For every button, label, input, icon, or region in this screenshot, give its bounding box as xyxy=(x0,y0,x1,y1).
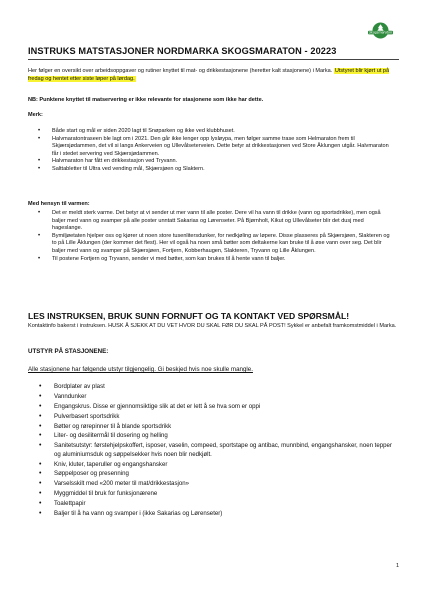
intro-text: Her følger en oversikt over arbeidsoppgaver og rutiner knyttet til mat- og drikkestasjonene (heretter kalt stasjonene) i Marka. xyxy=(28,68,334,74)
list-item: • Både start og mål er siden 2020 lagt til Snøparken og ikke ved klubbhuset. xyxy=(28,128,392,136)
utstyr-heading: UTSTYR PÅ STASJONENE: xyxy=(28,348,109,355)
varme-list xyxy=(28,210,392,263)
list-item: • Bymiljøetaten hjelper oss og kjører ut noen store tusenlitersdunker, for nedkjøling av løpere. Disse plasseres på Skjærsjøen, Slakteren og to på Lille Åklungen (der kommer det flest). Her vil også ha noen små bøtter som deltakerne kan bruke til å øse vann over seg. Det blir baljer med vann og svamper på Skjærsjøen, Fortjern, Kobberhaugen, Slakteren, Tryvann og Lille Åklungen. xyxy=(28,233,392,256)
list-item: • Bordplater av plast xyxy=(28,383,396,391)
nb-note: NB: Punktene knyttet til matservering er ikke relevante for stasjonene som ikke har dette. xyxy=(28,97,264,103)
utstyr-list xyxy=(28,383,396,518)
intro-highlight: Utstyret blir kjørt ut på fredag og hentet etter siste løper på lørdag. xyxy=(28,68,390,82)
list-item: • Myggmiddel til bruk for funksjonærene xyxy=(28,490,396,498)
list-item: • Halvmaraton har fått en drikkestasjon ved Tryvann. xyxy=(28,158,392,166)
list-item: • Bøtter og rørepinner til å blande sportsdrikk xyxy=(28,423,396,431)
intro-paragraph xyxy=(28,68,400,83)
list-item: • Toalettpapir xyxy=(28,500,396,508)
skogsmaraton-logo xyxy=(367,22,394,39)
list-item: • Kniv, kluter, taperuller og engangshansker xyxy=(28,461,396,469)
list-item: • Engangskrus. Disse er gjennomsiktige slik at det er lett å se hva som er oppi xyxy=(28,403,396,411)
list-item: • Søppelposer og presenning xyxy=(28,470,396,478)
list-item: • Liter- og desilitermål til dosering og helling xyxy=(28,432,396,440)
varme-heading: Med hensyn til varmen: xyxy=(28,201,90,207)
list-item: • Halvmaratontraseen ble lagt om i 2021. Den går ikke lenger opp lysløypa, men følger samme trase som Helmaraton frem til Skjærsjødammen, det vil si langs Ankerveien og Ullevålseterveien. Dette betyr at drikkestasjonen ved Store Åklungen utgår. Halvmaraton får i stedet servering ved Skjærsjødammen. xyxy=(28,136,392,159)
svg-text:Skogsmaraton: Skogsmaraton xyxy=(368,30,393,35)
title-divider xyxy=(28,59,399,60)
list-item: • Baljer til å ha vann og svamper i (ikke Sakarias og Lørenseter) xyxy=(28,510,396,518)
list-item: • Varselsskilt med «200 meter til mat/drikkestasjon» xyxy=(28,480,396,488)
merk-heading: Merk: xyxy=(28,112,43,118)
page-number: 1 xyxy=(396,563,400,569)
merk-list xyxy=(28,128,392,174)
list-item: • Til postene Fortjern og Tryvann, sender vi med bøtter, som kan brukes til å hente vann til baljer. xyxy=(28,256,392,264)
section-heading: LES INSTRUKSEN, BRUK SUNN FORNUFT OG TA KONTAKT VED SPØRSMÅL! xyxy=(28,311,350,321)
document-title: INSTRUKS MATSTASJONER NORDMARKA SKOGSMARATON - 20223 xyxy=(28,46,337,56)
list-item: • Sanitetsutstyr: førstehjelpskoffert, isposer, vaselin, compeed, sportstape og antibac, munnbind, engangshansker, noen tepper og aluminiumsduk og søppelsekker hvis noen blir nedkjølt. xyxy=(28,442,396,459)
list-item: • Pulverbasert sportsdrikk xyxy=(28,413,396,421)
contact-info: Kontaktinfo bakerst i instruksen. HUSK Å SJEKK AT DU VET HVOR DU SKAL FØR DU SKAL PÅ POST! Sykkel er anbefalt framkomstmiddel i Marka. xyxy=(28,323,397,329)
utstyr-subheading: Alle stasjonene har følgende utstyr tilgjengelig. Gi beskjed hvis noe skulle mangle. xyxy=(28,366,253,373)
list-item: • Det er meldt sterk varme. Det betyr at vi sender ut mer vann til alle poster. Dere vil ha vann til drikke (vann og sportsdrikke), men også baljer med vann og svamper på alle poster unntatt Sakarias og Lørenseter. På Bjørnholt, Kikut og Ullevålseter blir det dusj med hageslange. xyxy=(28,210,392,233)
list-item: • Vanndunker xyxy=(28,393,396,401)
list-item: • Salttabletter til Ultra ved vending mål, Skjærsjøen og Slaktern. xyxy=(28,166,392,174)
